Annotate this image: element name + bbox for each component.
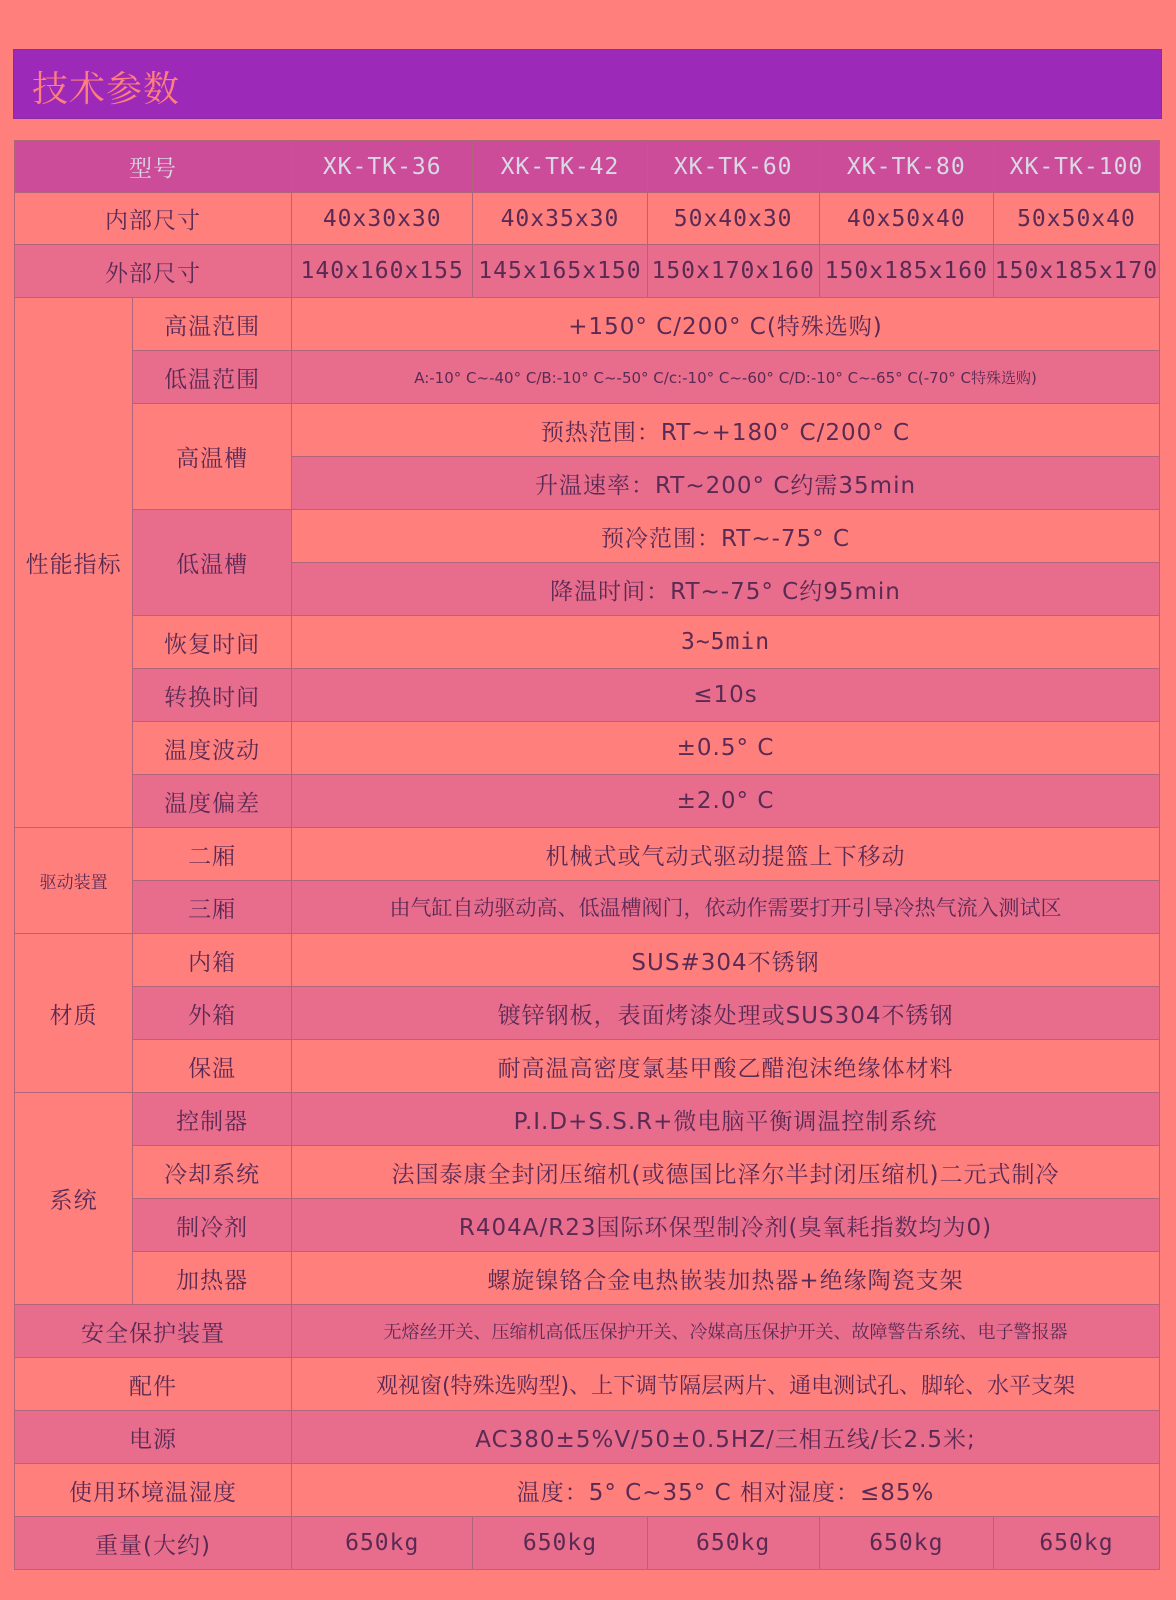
row-label: 恢复时间	[133, 616, 292, 669]
page-title: 技术参数	[32, 69, 181, 110]
table-row	[15, 1517, 1160, 1570]
table-row	[15, 1146, 1160, 1199]
table-row	[15, 1464, 1160, 1517]
table-row	[15, 987, 1160, 1040]
table-row	[15, 775, 1160, 828]
table-row	[15, 828, 1160, 881]
row-label: 重量(大约)	[15, 1517, 292, 1570]
value-cell: 降温时间：RT~-75° C约95min	[292, 563, 1160, 616]
value-cell: 650kg	[647, 1517, 819, 1570]
table-row	[15, 934, 1160, 987]
value-cell: SUS#304不锈钢	[292, 934, 1160, 987]
value-cell: 升温速率：RT~200° C约需35min	[292, 457, 1160, 510]
value-cell: 650kg	[473, 1517, 647, 1570]
model-header-label: 型号	[15, 141, 292, 193]
value-cell: 40x35x30	[473, 193, 647, 245]
value-cell: 150x185x160	[819, 245, 993, 298]
table-row	[15, 669, 1160, 722]
row-label: 高温范围	[133, 298, 292, 351]
table-row	[15, 1093, 1160, 1146]
model-cell: XK-TK-42	[473, 141, 647, 193]
spec-table	[14, 140, 1160, 1570]
row-label: 外箱	[133, 987, 292, 1040]
value-cell: 50x50x40	[993, 193, 1159, 245]
table-row	[15, 1252, 1160, 1305]
group-label-drive: 驱动装置	[15, 828, 133, 934]
row-label: 电源	[15, 1411, 292, 1464]
value-cell: R404A/R23国际环保型制冷剂(臭氧耗指数均为0)	[292, 1199, 1160, 1252]
row-label: 温度波动	[133, 722, 292, 775]
value-cell: P.I.D+S.S.R+微电脑平衡调温控制系统	[292, 1093, 1160, 1146]
value-cell: 150x170x160	[647, 245, 819, 298]
value-cell: 145x165x150	[473, 245, 647, 298]
model-cell: XK-TK-80	[819, 141, 993, 193]
row-label: 制冷剂	[133, 1199, 292, 1252]
model-cell: XK-TK-60	[647, 141, 819, 193]
value-cell: 耐高温高密度氯基甲酸乙醋泡沫绝缘体材料	[292, 1040, 1160, 1093]
model-cell: XK-TK-100	[993, 141, 1159, 193]
value-cell: 无熔丝开关、压缩机高低压保护开关、冷媒高压保护开关、故障警告系统、电子警报器	[292, 1305, 1160, 1358]
table-row	[15, 1199, 1160, 1252]
value-cell: 预热范围：RT~+180° C/200° C	[292, 404, 1160, 457]
table-row	[15, 510, 1160, 563]
value-cell: 650kg	[993, 1517, 1159, 1570]
value-cell: 温度：5° C~35° C 相对湿度：≤85%	[292, 1464, 1160, 1517]
value-cell: 650kg	[292, 1517, 473, 1570]
table-row	[15, 722, 1160, 775]
row-label: 内箱	[133, 934, 292, 987]
row-label: 温度偏差	[133, 775, 292, 828]
row-label: 高温槽	[133, 404, 292, 510]
table-row	[15, 351, 1160, 404]
group-label-system: 系统	[15, 1093, 133, 1305]
table-row	[15, 245, 1160, 298]
row-label: 内部尺寸	[15, 193, 292, 245]
group-label-material: 材质	[15, 934, 133, 1093]
row-label: 加热器	[133, 1252, 292, 1305]
value-cell: ±0.5° C	[292, 722, 1160, 775]
value-cell: 预冷范围：RT~-75° C	[292, 510, 1160, 563]
model-cell: XK-TK-36	[292, 141, 473, 193]
value-cell: AC380±5%V/50±0.5HZ/三相五线/长2.5米;	[292, 1411, 1160, 1464]
row-label: 低温槽	[133, 510, 292, 616]
value-cell: 法国泰康全封闭压缩机(或德国比泽尔半封闭压缩机)二元式制冷	[292, 1146, 1160, 1199]
row-label: 三厢	[133, 881, 292, 934]
row-label: 外部尺寸	[15, 245, 292, 298]
value-cell: 40x50x40	[819, 193, 993, 245]
table-row	[15, 141, 1160, 193]
table-row	[15, 616, 1160, 669]
value-cell: A:-10° C~-40° C/B:-10° C~-50° C/c:-10° C~-60° C/D:-10° C~-65° C(-70° C特殊选购)	[292, 351, 1160, 404]
value-cell: 650kg	[819, 1517, 993, 1570]
value-cell: 螺旋镍铬合金电热嵌装加热器+绝缘陶瓷支架	[292, 1252, 1160, 1305]
group-label-performance: 性能指标	[15, 298, 133, 828]
table-row	[15, 1358, 1160, 1411]
table-row	[15, 193, 1160, 245]
row-label: 保温	[133, 1040, 292, 1093]
table-row	[15, 1305, 1160, 1358]
value-cell: 50x40x30	[647, 193, 819, 245]
row-label: 控制器	[133, 1093, 292, 1146]
table-row	[15, 1040, 1160, 1093]
value-cell: 150x185x170	[993, 245, 1159, 298]
value-cell: 40x30x30	[292, 193, 473, 245]
value-cell: 镀锌钢板，表面烤漆处理或SUS304不锈钢	[292, 987, 1160, 1040]
row-label: 配件	[15, 1358, 292, 1411]
value-cell: 机械式或气动式驱动提篮上下移动	[292, 828, 1160, 881]
row-label: 低温范围	[133, 351, 292, 404]
value-cell: 观视窗(特殊选购型)、上下调节隔层两片、通电测试孔、脚轮、水平支架	[292, 1358, 1160, 1411]
row-label: 二厢	[133, 828, 292, 881]
table-row	[15, 881, 1160, 934]
value-cell: 由气缸自动驱动高、低温槽阀门，依动作需要打开引导冷热气流入测试区	[292, 881, 1160, 934]
row-label: 转换时间	[133, 669, 292, 722]
value-cell: +150° C/200° C(特殊选购)	[292, 298, 1160, 351]
table-row	[15, 298, 1160, 351]
title-bar	[13, 49, 1162, 119]
value-cell: ≤10s	[292, 669, 1160, 722]
row-label: 安全保护装置	[15, 1305, 292, 1358]
value-cell: ±2.0° C	[292, 775, 1160, 828]
value-cell: 3~5min	[292, 616, 1160, 669]
table-row	[15, 1411, 1160, 1464]
row-label: 使用环境温湿度	[15, 1464, 292, 1517]
value-cell: 140x160x155	[292, 245, 473, 298]
row-label: 冷却系统	[133, 1146, 292, 1199]
table-row	[15, 404, 1160, 457]
